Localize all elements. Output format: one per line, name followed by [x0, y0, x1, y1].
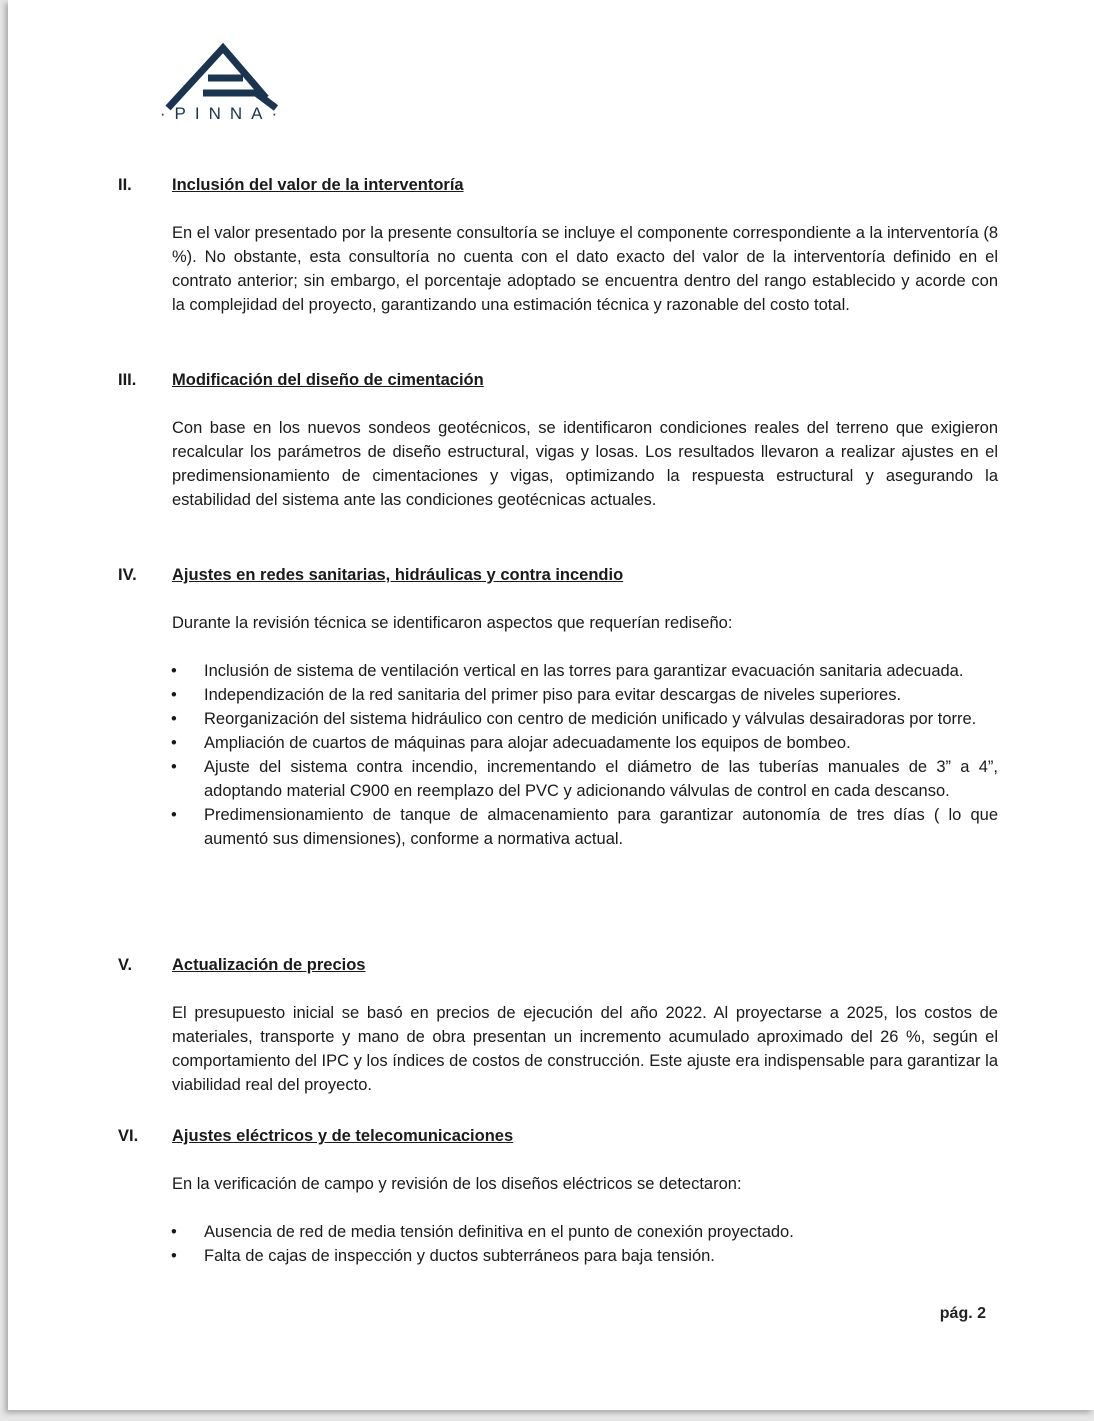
logo-text: ·PINNA· — [159, 104, 287, 123]
section-title: Modificación del diseño de cimentación — [172, 371, 484, 389]
page-number: pág. 2 — [939, 1305, 986, 1322]
section-title: Ajustes eléctricos y de telecomunicaciones — [172, 1127, 514, 1145]
paragraph: En el valor presentado por la presente consultoría se incluye el componente correspondiente a la interventoría (8 %). No obstante, esta consultoría no cuenta con el dato exacto del valor de la interventoría definido en el contrato anterior; sin embargo, el porcentaje adoptado se encuentra dentro del rango establecido y acorde con la complejidad del proyecto, garantizando una estimación técnica y razonable del costo total. — [172, 224, 998, 314]
bullet-list — [118, 659, 998, 851]
list-item: • Predimensionamiento de tanque de almacenamiento para garantizar autonomía de tres días ( lo que aumentó sus dimensiones), conforme a normativa actual. — [204, 803, 998, 851]
paragraph: El presupuesto inicial se basó en precios de ejecución del año 2022. Al proyectarse a 2025, los costos de materiales, transporte y mano de obra presentan un incremento acumulado aproximado del 26 %, según el comportamiento del IPC y los índices de costos de construcción. Este ajuste era indispensable para garantizar la viabilidad real del proyecto. — [172, 1004, 998, 1094]
list-item: • Ausencia de red de media tensión definitiva en el punto de conexión proyectado. — [204, 1220, 998, 1244]
bullet-list — [118, 1220, 998, 1268]
list-item: • Falta de cajas de inspección y ductos subterráneos para baja tensión. — [204, 1244, 998, 1268]
section-title: Actualización de precios — [172, 956, 366, 974]
section-number: II. — [118, 176, 132, 194]
list-item: • Ajuste del sistema contra incendio, incrementando el diámetro de las tuberías manuales de 3” a 4”, adoptando material C900 en reemplazo del PVC y adicionando válvulas de control en cada descanso. — [204, 755, 998, 803]
section-number: III. — [118, 371, 137, 389]
paragraph: Con base en los nuevos sondeos geotécnicos, se identificaron condiciones reales del terreno que exigieron recalcular los parámetros de diseño estructural, vigas y losas. Los resultados llevaron a realizar ajustes en el predimensionamiento de cimentaciones y vigas, optimizando la respuesta estructural y asegurando la estabilidad del sistema ante las condiciones geotécnicas actuales. — [172, 419, 998, 509]
section-ii — [118, 176, 998, 317]
document-page — [8, 0, 1094, 1410]
section-iv — [118, 566, 998, 851]
section-title: Inclusión del valor de la interventoría — [172, 176, 464, 194]
list-item: • Reorganización del sistema hidráulico con centro de medición unificado y válvulas desairadoras por torre. — [204, 707, 998, 731]
section-vi — [118, 1127, 998, 1268]
paragraph: En la verificación de campo y revisión de los diseños eléctricos se detectaron: — [172, 1175, 742, 1193]
section-number: VI. — [118, 1127, 139, 1145]
section-number: IV. — [118, 566, 137, 584]
list-item: • Independización de la red sanitaria del primer piso para evitar descargas de niveles superiores. — [204, 683, 998, 707]
list-item: • Inclusión de sistema de ventilación vertical en las torres para garantizar evacuación sanitaria adecuada. — [204, 659, 998, 683]
section-iii — [118, 371, 998, 512]
section-title: Ajustes en redes sanitarias, hidráulicas y contra incendio — [172, 566, 624, 584]
section-v — [118, 956, 998, 1097]
paragraph: Durante la revisión técnica se identificaron aspectos que requerían rediseño: — [172, 614, 733, 632]
list-item: • Ampliación de cuartos de máquinas para alojar adecuadamente los equipos de bombeo. — [204, 731, 998, 755]
section-number: V. — [118, 956, 133, 974]
